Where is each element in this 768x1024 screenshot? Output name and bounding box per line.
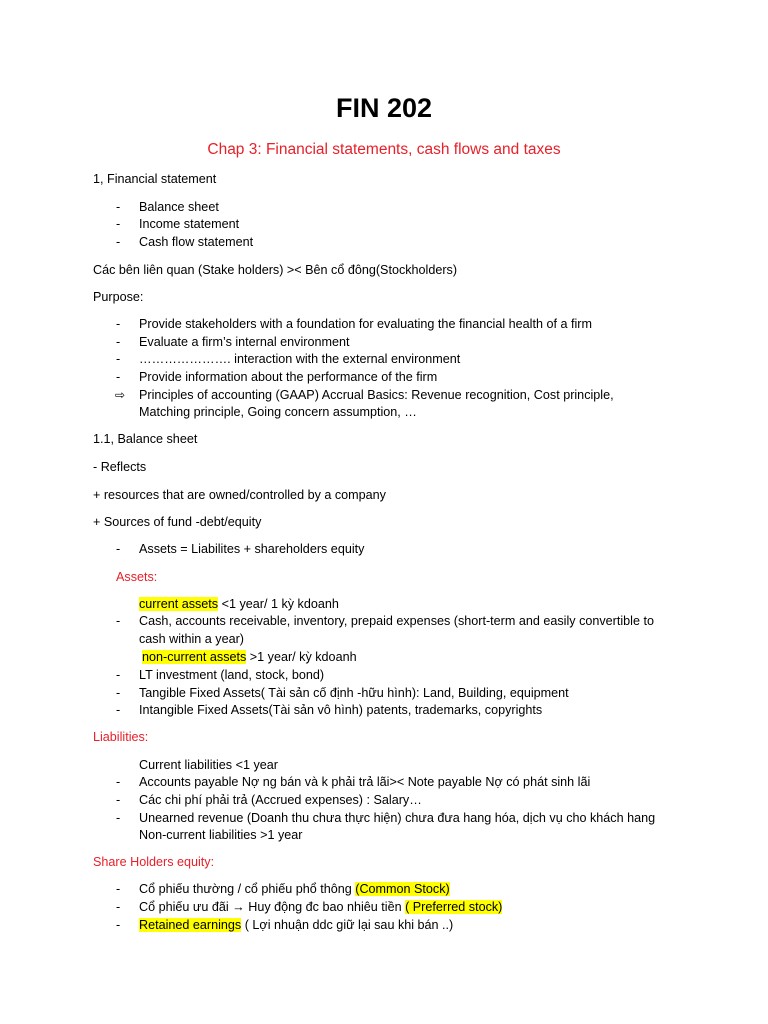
bullet-dash: - [116, 811, 121, 825]
list-item [139, 899, 502, 916]
section-heading: 1.1, Balance sheet [93, 432, 198, 446]
bullet-dash: - [116, 614, 121, 628]
text-span: >1 year/ kỳ kdoanh [246, 650, 357, 664]
list-item: Evaluate a firm’s internal environment [139, 335, 350, 349]
list-item: Unearned revenue (Doanh thu chưa thực hiện) chưa đưa hang hóa, dịch vụ cho khách hang [139, 811, 656, 825]
chapter-subtitle: Chap 3: Financial statements, cash flows and taxes [207, 141, 561, 158]
list-item: Cash, accounts receivable, inventory, prepaid expenses (short-term and easily convertible to [139, 614, 654, 628]
bullet-dash: - [116, 882, 121, 896]
arrow-bullet-icon: ⇨ [115, 388, 126, 402]
highlighted-term: current assets [139, 597, 219, 611]
paragraph: + resources that are owned/controlled by a company [93, 488, 386, 502]
paragraph: - Reflects [93, 460, 147, 474]
paragraph: Purpose: [93, 290, 144, 304]
text-span: <1 year/ 1 kỳ kdoanh [218, 597, 339, 611]
highlighted-term: Retained earnings [139, 918, 242, 932]
list-item: Assets = Liabilites + shareholders equity [139, 542, 365, 556]
bullet-dash: - [116, 235, 121, 249]
bullet-dash: - [116, 352, 121, 366]
list-item: …………………. interaction with the external environment [139, 352, 461, 366]
bullet-dash: - [116, 703, 121, 717]
highlighted-term: ( Preferred stock) [405, 900, 503, 914]
bullet-dash: - [116, 200, 121, 214]
text-span: ( Lợi nhuận ddc giữ lại sau khi bán ..) [241, 918, 454, 932]
page-title: FIN 202 [335, 93, 433, 123]
bullet-dash: - [116, 370, 121, 384]
list-item-continuation: Non-current liabilities >1 year [139, 828, 303, 842]
list-item: Các chi phí phải trả (Accrued expenses) : Salary… [139, 793, 422, 807]
bullet-dash: - [116, 668, 121, 682]
list-item: Provide information about the performance of the firm [139, 370, 438, 384]
list-item: Provide stakeholders with a foundation for evaluating the financial health of a firm [139, 317, 592, 331]
noncurrent-assets-line [142, 649, 357, 666]
text-span: Cổ phiếu ưu đãi → Huy động đc bao nhiêu tiền [139, 900, 406, 914]
list-item [139, 881, 450, 898]
bullet-dash: - [116, 793, 121, 807]
list-item: Intangible Fixed Assets(Tài sản vô hình) patents, trademarks, copyrights [139, 703, 543, 717]
bullet-dash: - [116, 217, 121, 231]
list-item: Balance sheet [139, 200, 219, 214]
equity-heading: Share Holders equity: [93, 855, 215, 869]
liabilities-heading: Liabilities: [93, 730, 149, 744]
bullet-dash: - [116, 775, 121, 789]
paragraph: + Sources of fund -debt/equity [93, 515, 262, 529]
bullet-dash: - [116, 335, 121, 349]
bullet-dash: - [116, 918, 121, 932]
list-item: Income statement [139, 217, 240, 231]
highlighted-term: (Common Stock) [355, 882, 450, 896]
list-item: Tangible Fixed Assets( Tài sản cố định -hữu hình): Land, Building, equipment [139, 686, 569, 700]
bullet-dash: - [116, 317, 121, 331]
bullet-dash: - [116, 542, 121, 556]
current-assets-line [139, 596, 339, 613]
section-heading: 1, Financial statement [93, 172, 217, 186]
text-span: Cổ phiếu thường / cổ phiếu phổ thông [139, 882, 356, 896]
list-item-continuation: cash within a year) [139, 632, 244, 646]
paragraph: Current liabilities <1 year [139, 758, 278, 772]
bullet-dash: - [116, 900, 121, 914]
list-item: Accounts payable Nợ ng bán và k phải trả lãi>< Note payable Nợ có phát sinh lãi [139, 775, 591, 789]
paragraph: Các bên liên quan (Stake holders) >< Bên cổ đông(Stockholders) [93, 263, 458, 277]
highlighted-term: non-current assets [142, 650, 247, 664]
list-item [139, 917, 453, 934]
bullet-dash: - [116, 686, 121, 700]
list-item-continuation: Matching principle, Going concern assumption, … [139, 405, 417, 419]
list-item: LT investment (land, stock, bond) [139, 668, 325, 682]
list-item: Cash flow statement [139, 235, 254, 249]
assets-heading: Assets: [116, 570, 158, 584]
list-item: Principles of accounting (GAAP) Accrual Basics: Revenue recognition, Cost principle, [139, 388, 614, 402]
